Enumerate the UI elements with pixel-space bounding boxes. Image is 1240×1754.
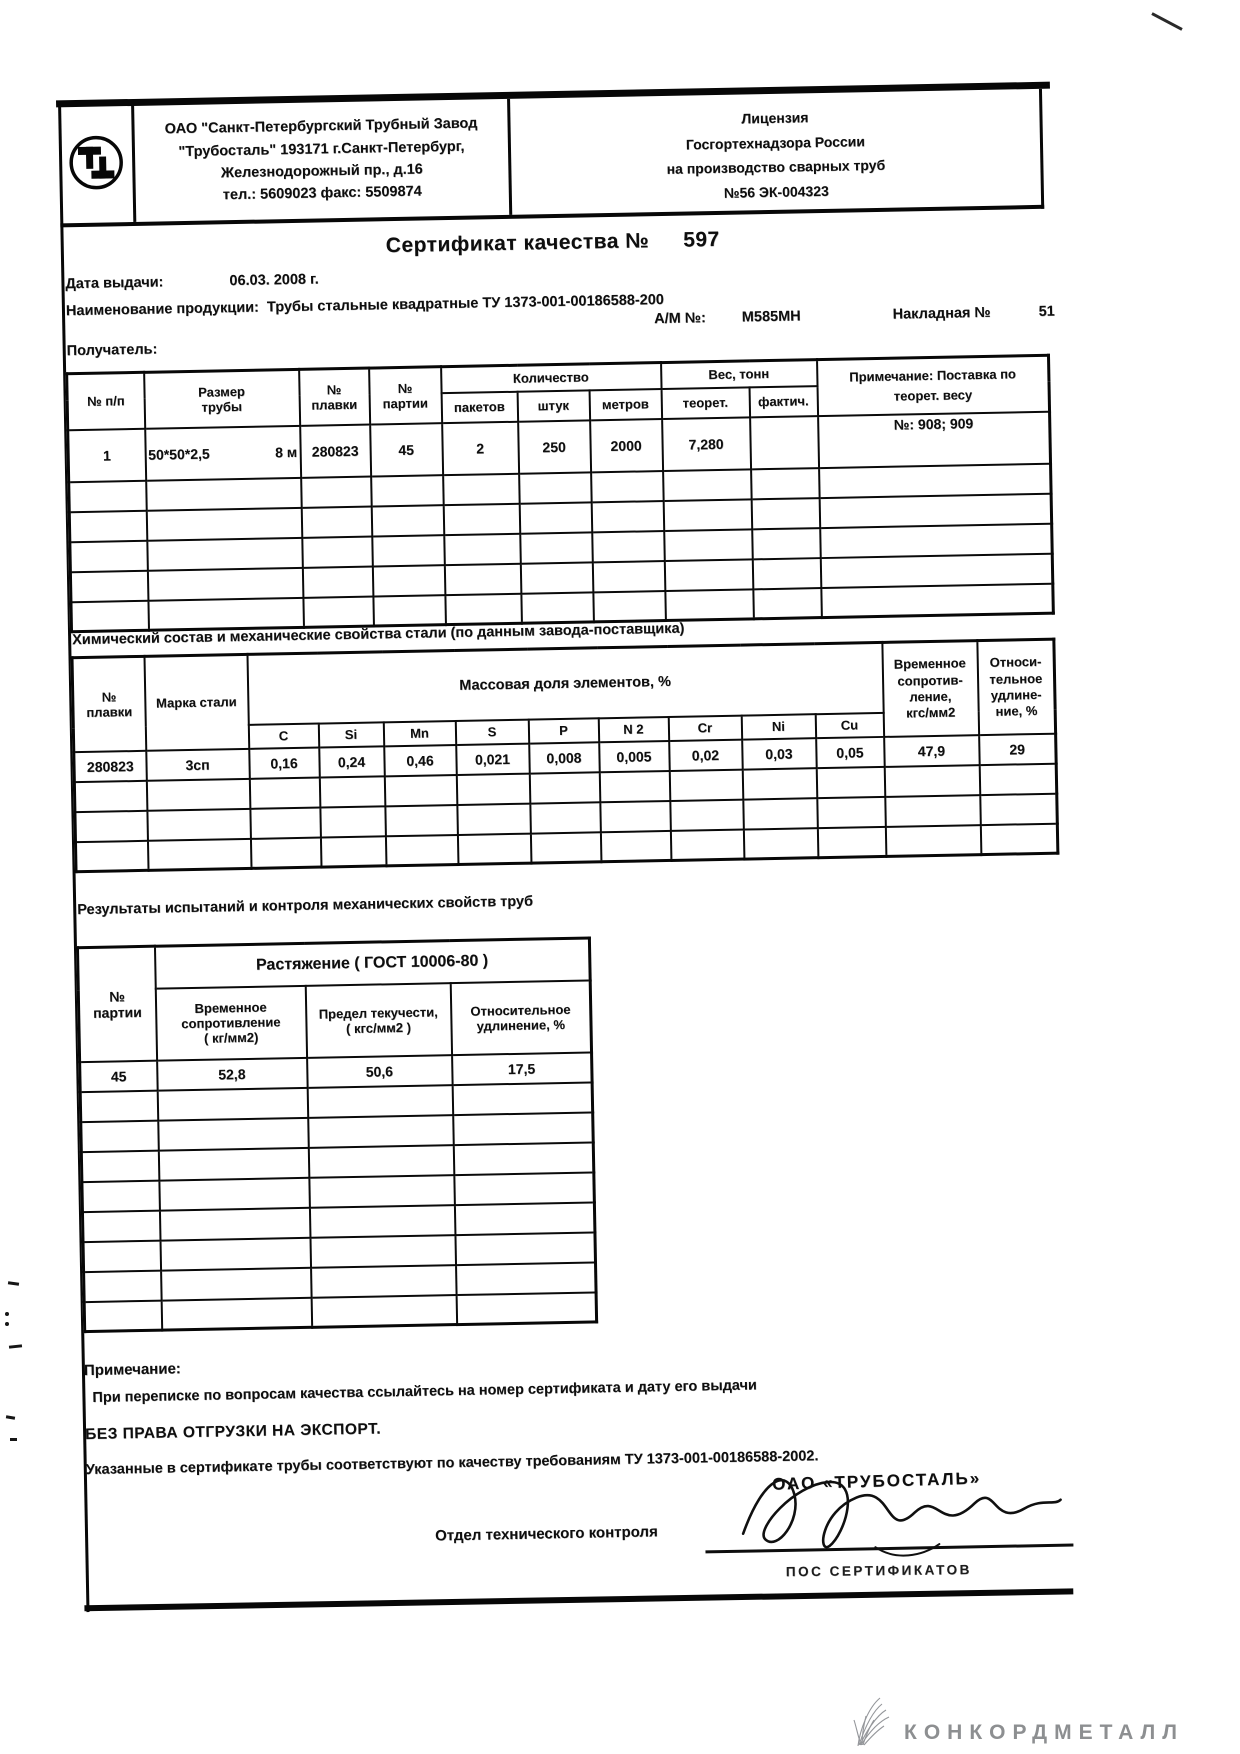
col-header-pieces: штук: [517, 390, 590, 421]
chem-header-tensile: Временное сопротив- ление, кгс/мм2: [882, 641, 979, 737]
watermark: [846, 1696, 1184, 1751]
invoice-label: Накладная №: [892, 304, 991, 323]
cell-note: №: 908; 909: [818, 411, 1051, 467]
vehicle-invoice-line: [654, 304, 1055, 328]
certificate-title-label: Сертификат качества №: [385, 229, 650, 258]
chem-cell-tensile: 47,9: [884, 735, 980, 767]
chem-cell-si: 0,24: [319, 746, 385, 777]
license-info: Лицензия Госгортехнадзора России на производство сварных труб №56 ЭК-004323: [666, 109, 886, 201]
scan-artifact: [9, 1344, 22, 1348]
chem-cell-melt: 280823: [74, 750, 147, 781]
chemical-table: [70, 638, 1059, 874]
tension-header-tensile: Временное сопротивление ( кг/мм2): [155, 985, 306, 1060]
cell-size-value: 50*50*2,5: [148, 445, 210, 463]
vehicle-number-value: М585МН: [741, 308, 801, 326]
cell-weight-theor: 7,280: [662, 417, 751, 471]
signature-icon: [724, 1450, 1066, 1571]
tension-cell-yield: 50,6: [307, 1055, 453, 1088]
col-header-quantity-group: Количество: [441, 363, 661, 393]
qc-department-label: Отдел технического контроля: [434, 1523, 658, 1545]
tension-header-elongation: Относительное удлинение, %: [450, 980, 591, 1055]
scan-artifact: [5, 1312, 9, 1316]
document-bottom-border: [84, 1588, 1073, 1611]
certificates-stamp-text: ПОС СЕРТИФИКАТОВ: [785, 1562, 972, 1580]
col-header-num: № п/п: [67, 372, 145, 429]
issue-date-label: Дата выдачи:: [65, 274, 164, 293]
chem-cell-cu: 0,05: [816, 736, 885, 767]
col-header-meters: метров: [589, 389, 662, 420]
tension-test-table: [76, 936, 598, 1333]
product-value: Трубы стальные квадратные ТУ 1373-001-00186588-200: [266, 291, 665, 316]
issue-date-line: [65, 271, 318, 292]
cell-num: 1: [68, 428, 146, 481]
chem-cell-n2: 0,005: [599, 740, 670, 771]
chem-cell-p: 0,008: [529, 742, 600, 773]
chem-section-title: Химический состав и механические свойства стали (по данным завода-поставщика): [72, 620, 685, 649]
col-header-melt: № плавки: [299, 368, 370, 425]
element-header-p: P: [528, 718, 598, 743]
chem-header-melt: № плавки: [72, 656, 146, 751]
cell-melt: 280823: [300, 424, 371, 477]
element-header-ni: Ni: [741, 714, 815, 739]
chem-cell-s: 0,021: [456, 743, 530, 774]
tension-cell-elongation: 17,5: [452, 1052, 593, 1085]
vehicle-number-label: А/М №:: [654, 310, 706, 328]
tension-cell-batch: 45: [80, 1060, 158, 1091]
chem-cell-mn: 0,46: [384, 744, 457, 775]
col-header-weight-fact: фактич.: [749, 386, 818, 417]
element-header-cr: Cr: [668, 715, 741, 740]
cell-meters: 2000: [590, 419, 663, 472]
element-header-si: Si: [318, 722, 383, 747]
note-label: Примечание:: [83, 1360, 181, 1380]
scan-artifact: [10, 1438, 17, 1441]
issue-date-value: 06.03. 2008 г.: [229, 271, 319, 290]
chem-header-grade: Марка стали: [144, 654, 249, 750]
chem-header-mass-group: Массовая доля элементов, %: [247, 642, 883, 724]
col-header-size: Размер трубы: [144, 369, 300, 428]
cell-size: [145, 425, 301, 480]
product-line: [66, 292, 664, 319]
scan-artifact: [1151, 12, 1182, 31]
concord-fan-logo-icon: [846, 1696, 892, 1751]
cell-pieces: 250: [518, 420, 591, 473]
element-header-n2: N 2: [598, 716, 668, 741]
export-ban-line: БЕЗ ПРАВА ОТГРУЗКИ НА ЭКСПОРТ.: [84, 1420, 382, 1444]
company-address: ОАО "Санкт-Петербургский Трубный Завод "Трубосталь" 193171 г.Санкт-Петербург, Железнодорожный пр., д.16 тел.: 5609023 факс: 5509874: [134, 99, 512, 222]
tension-cell-tensile: 52,8: [157, 1057, 308, 1090]
company-logo: [58, 106, 136, 223]
cell-batch: 45: [370, 423, 443, 476]
element-header-mn: Mn: [383, 720, 455, 745]
note-line-correspondence: При переписке по вопросам качества ссылайтесь на номер сертификата и дату его выдачи: [92, 1377, 758, 1406]
product-label: Наименование продукции:: [65, 299, 260, 320]
document-header: [58, 89, 1044, 228]
element-header-cu: Cu: [815, 712, 883, 737]
results-section-title: Результаты испытаний и контроля механических свойств труб: [77, 893, 534, 919]
tt-pipe-factory-logo-icon: [66, 133, 125, 197]
certificate-document: [58, 82, 1070, 1620]
chem-cell-elongation: 29: [979, 733, 1057, 764]
element-header-c: C: [248, 723, 318, 748]
watermark-text: КОНКОРДМЕТАЛЛ: [904, 1721, 1185, 1744]
chem-header-elongation: Относи- тельное удлине- ние, %: [977, 639, 1056, 734]
col-header-weight-group: Вес, тонн: [661, 360, 817, 389]
element-header-s: S: [455, 719, 528, 744]
scan-artifact: [6, 1415, 15, 1420]
chem-cell-ni: 0,03: [742, 738, 817, 769]
compliance-line: Указанные в сертификате трубы соответствуют по качеству требованиям ТУ 1373-001-00186588-2002.: [85, 1448, 819, 1479]
col-header-weight-theor: теорет.: [661, 387, 750, 419]
certificate-title: [61, 222, 1045, 265]
col-header-batch: № партии: [369, 367, 442, 424]
chem-cell-grade: 3сп: [146, 748, 250, 780]
chem-cell-c: 0,16: [249, 747, 320, 778]
certificate-number: 597: [682, 227, 720, 252]
tension-header-yield: Предел текучести, ( кгс/мм2 ): [305, 983, 451, 1058]
cell-weight-fact: [750, 416, 819, 469]
scan-artifact: [8, 1281, 19, 1286]
col-header-note: Примечание: Поставка по теорет. весу: [817, 355, 1050, 415]
chem-cell-cr: 0,02: [669, 739, 743, 770]
company-stamp-text: ОАО «ТРУБОСТАЛЬ»: [771, 1468, 982, 1494]
cell-length-value: 8 м: [274, 443, 298, 460]
col-header-packs: пакетов: [441, 391, 518, 422]
cell-packs: 2: [442, 421, 519, 474]
invoice-value: 51: [1038, 303, 1055, 320]
scan-artifact: [5, 1322, 9, 1326]
tension-header-batch: № партии: [77, 946, 156, 1061]
shipment-table: [65, 354, 1055, 634]
tension-header-group: Растяжение ( ГОСТ 10006-80 ): [154, 938, 590, 988]
receiver-label: Получатель:: [66, 341, 158, 360]
